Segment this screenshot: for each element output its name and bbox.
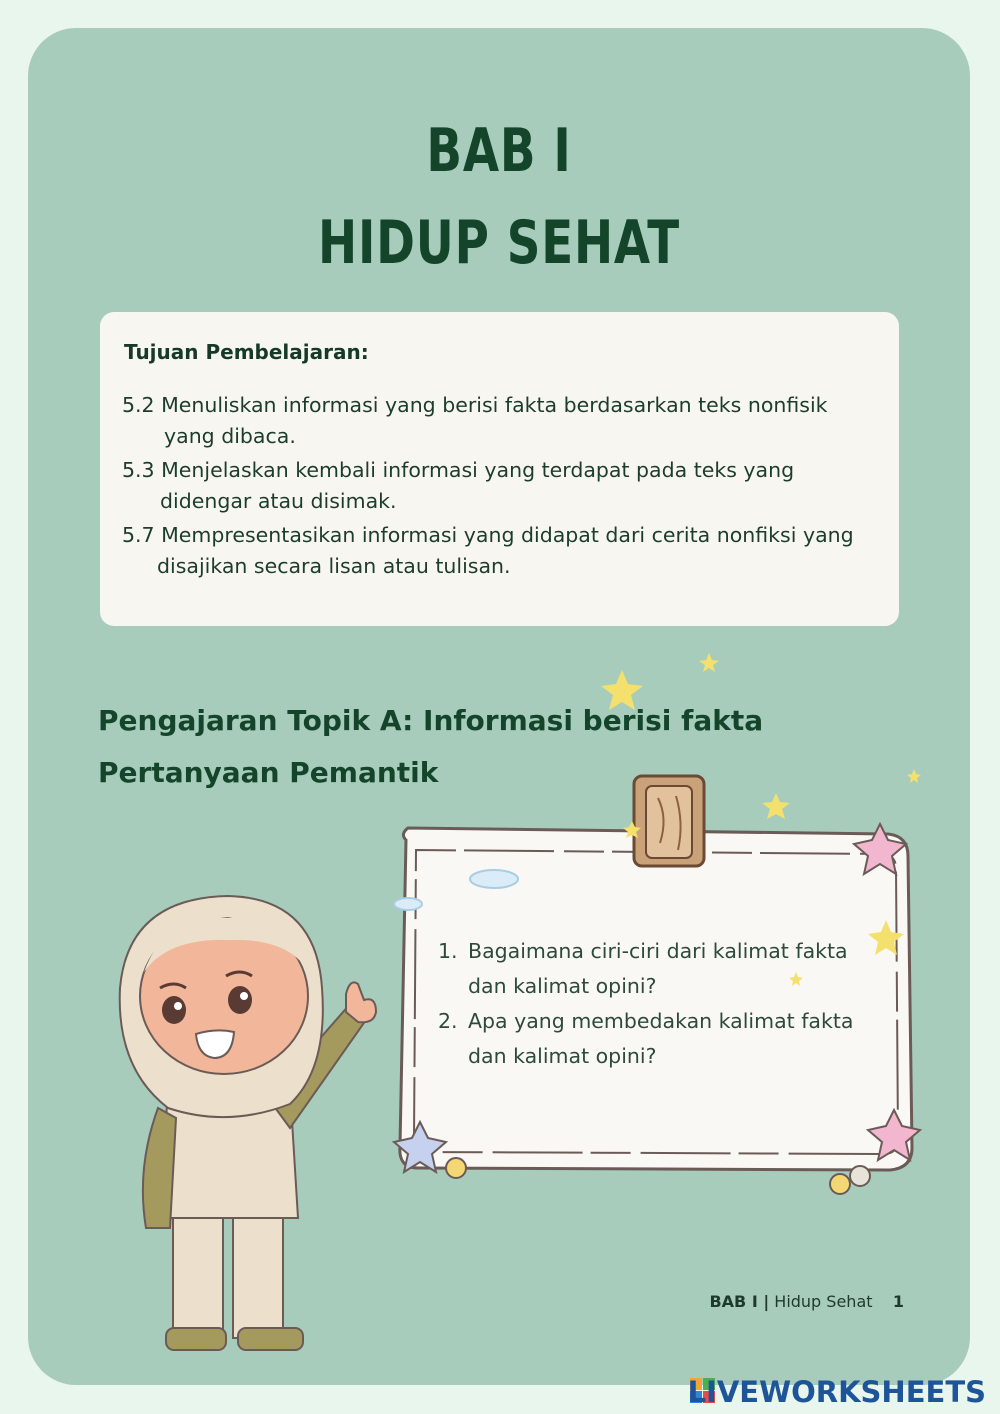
objectives-heading: Tujuan Pembelajaran:: [124, 340, 369, 364]
objective-line-continued: didengar atau disimak.: [160, 489, 397, 513]
girl-character-icon: [120, 896, 376, 1350]
question-item: [438, 934, 888, 1004]
topic-subtitle: Pertanyaan Pemantik: [98, 756, 439, 789]
question-number: 1.: [438, 939, 458, 963]
page-footer: [709, 1292, 904, 1311]
question-line: Bagaimana ciri-ciri dari kalimat fakta: [468, 939, 848, 963]
question-number: 2.: [438, 1009, 458, 1033]
objective-line-continued: disajikan secara lisan atau tulisan.: [157, 554, 511, 578]
worksheet-page: [28, 28, 970, 1385]
clip-icon: [634, 776, 704, 866]
objective-line-continued: yang dibaca.: [164, 424, 296, 448]
question-item: [438, 1004, 888, 1074]
question-line-continued: dan kalimat opini?: [468, 1044, 657, 1068]
footer-chapter: BAB I |: [709, 1292, 770, 1311]
objective-line: 5.7 Mempresentasikan informasi yang didapat dari cerita nonfiksi yang: [122, 523, 854, 547]
question-line-continued: dan kalimat opini?: [468, 974, 657, 998]
footer-title: Hidup Sehat: [774, 1292, 873, 1311]
chapter-title: HIDUP SEHAT: [318, 208, 680, 278]
illustration-layer: [28, 28, 970, 1385]
objective-line: 5.2 Menuliskan informasi yang berisi fakta berdasarkan teks nonfisik: [122, 393, 828, 417]
guiding-questions-list: [438, 934, 888, 1074]
objective-line: 5.3 Menjelaskan kembali informasi yang terdapat pada teks yang: [122, 458, 795, 482]
liveworksheets-brand[interactable]: LIVEWORKSHEETS: [687, 1375, 986, 1409]
chapter-label: BAB I: [426, 116, 572, 186]
question-line: Apa yang membedakan kalimat fakta: [468, 1009, 854, 1033]
topic-title: Pengajaran Topik A: Informasi berisi fakta: [98, 704, 764, 737]
page-number: 1: [892, 1292, 904, 1311]
